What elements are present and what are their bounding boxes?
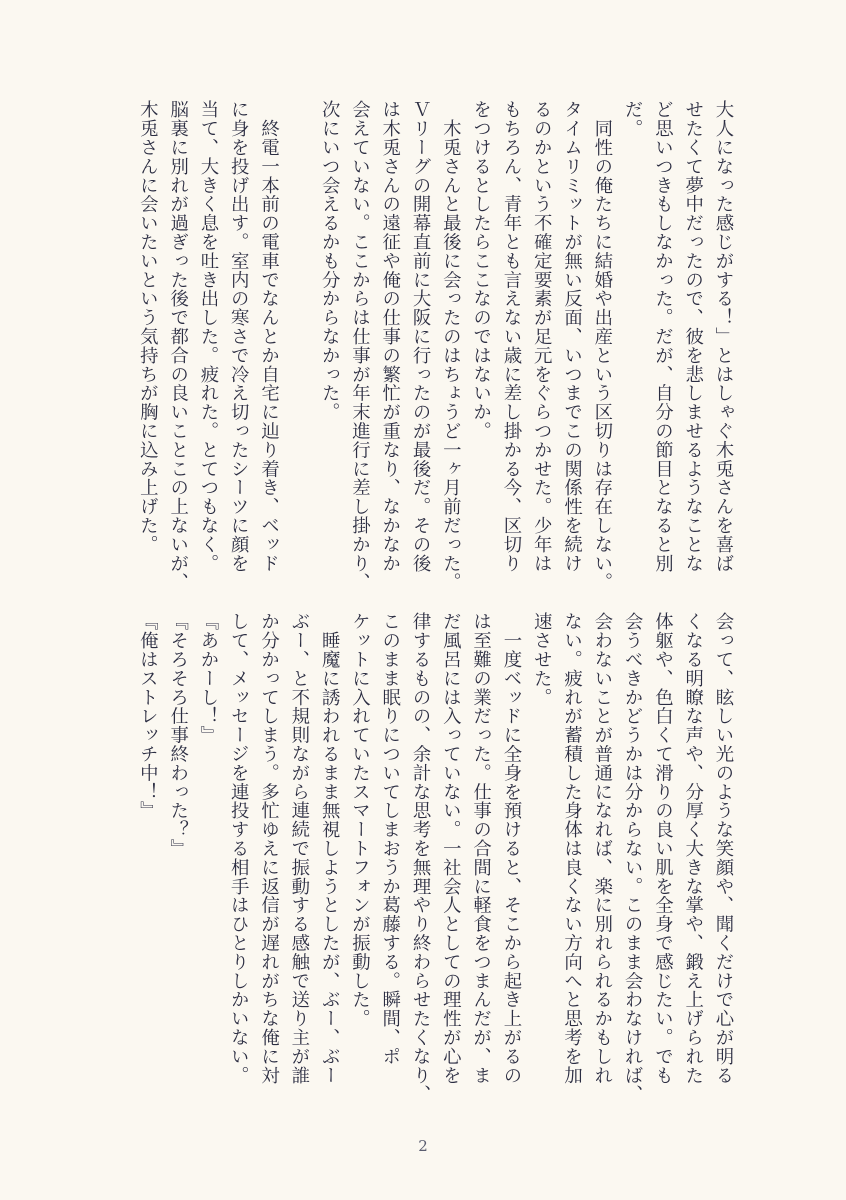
text-line: Ｖリーグの開幕直前に大阪に行ったのが最後だ。その後 <box>410 100 432 573</box>
text-block-bottom <box>98 612 738 1112</box>
text-line: だ風呂には入っていない。一社会人としての理性が心を <box>440 612 462 1085</box>
text-line: ど思いつきもしなかった。だが、自分の節目となると別 <box>652 100 674 573</box>
text-block-top <box>98 100 738 600</box>
text-line: このまま眠りについてしまおうか葛藤する。瞬間、ポ <box>379 612 401 1066</box>
text-line: タイムリミットが無い反面、いつまでこの関係性を続け <box>561 100 583 573</box>
text-line: か分かってしまう。多忙ゆえに返信が遅れがちな俺に対 <box>258 612 280 1085</box>
text-line: 『俺はストレッチ中！』 <box>137 612 159 820</box>
text-line: 同性の俺たちに結婚や出産という区切りは存在しない。 <box>591 100 613 592</box>
text-line: ない。疲れが蓄積した身体は良くない方向へと思考を加 <box>561 612 583 1085</box>
text-line: 会うべきかどうかは分からない。このまま会わなければ、 <box>622 612 644 1104</box>
page-number: 2 <box>418 1137 428 1155</box>
text-line: ぶー、と不規則ながら連続で振動する感触で送り主が誰 <box>288 612 310 1085</box>
text-line: 会わないことが普通になれば、楽に別れられるかもしれ <box>591 612 613 1085</box>
text-line: 律するものの、余計な思考を無理やり終わらせたくなり、 <box>410 612 432 1104</box>
text-line: るのかという不確定要素が足元をぐらつかせた。少年は <box>531 100 553 573</box>
text-line: は木兎さんの遠征や俺の仕事の繁忙が重なり、なかなか <box>379 100 401 573</box>
text-line: 木兎さんに会いたいという気持ちが胸に込み上げた。 <box>137 100 159 554</box>
text-line: 次にいつ会えるかも分からなかった。 <box>319 100 341 422</box>
text-line: 速させた。 <box>531 612 553 707</box>
text-line: 一度ベッドに全身を預けると、そこから起き上がるの <box>500 612 522 1085</box>
text-line: もちろん、青年とも言えない歳に差し掛かる今、区切り <box>500 100 522 573</box>
text-line: 終電一本前の電車でなんとか自宅に辿り着き、ベッド <box>258 100 280 573</box>
text-line: 当て、大きく息を吐き出した。疲れた。とてつもなく。 <box>197 100 219 573</box>
text-line: 脳裏に別れが過ぎった後で都合の良いことこの上ないが、 <box>167 100 189 592</box>
text-line: に身を投げ出す。室内の寒さで冷え切ったシーツに顔を <box>228 100 250 573</box>
text-line: をつけるとしたらここなのではないか。 <box>470 100 492 441</box>
text-line: 木兎さんと最後に会ったのはちょうど一ヶ月前だった。 <box>440 100 462 592</box>
text-line: 『あかーし！』 <box>197 612 219 745</box>
text-line: 睡魔に誘われるまま無視しようとしたが、ぶー、ぶー <box>319 612 341 1085</box>
text-line: ケットに入れていたスマートフォンが振動した。 <box>349 612 371 1028</box>
text-line: 会えていない。ここからは仕事が年末進行に差し掛かり、 <box>349 100 371 592</box>
text-line: は至難の業だった。仕事の合間に軽食をつまんだが、ま <box>470 612 492 1085</box>
text-line: くなる明瞭な声や、分厚く大きな掌や、鍛え上げられた <box>682 612 704 1085</box>
text-line: 会って、眩しい光のような笑顔や、聞くだけで心が明る <box>713 612 734 1085</box>
blank-line <box>284 100 314 600</box>
text-line: 『そろそろ仕事終わった？』 <box>167 612 189 858</box>
text-line: して、メッセージを連投する相手はひとりしかいない。 <box>228 612 250 1085</box>
text-line: せたくて夢中だったので、彼を悲しませるようなことな <box>682 100 704 573</box>
text-line: 大人になった感じがする！」とはしゃぐ木兎さんを喜ば <box>713 100 734 573</box>
text-line: 体躯や、色白くて滑りの良い肌を全身で感じたい。でも <box>652 612 674 1085</box>
text-line: だ。 <box>622 100 644 138</box>
